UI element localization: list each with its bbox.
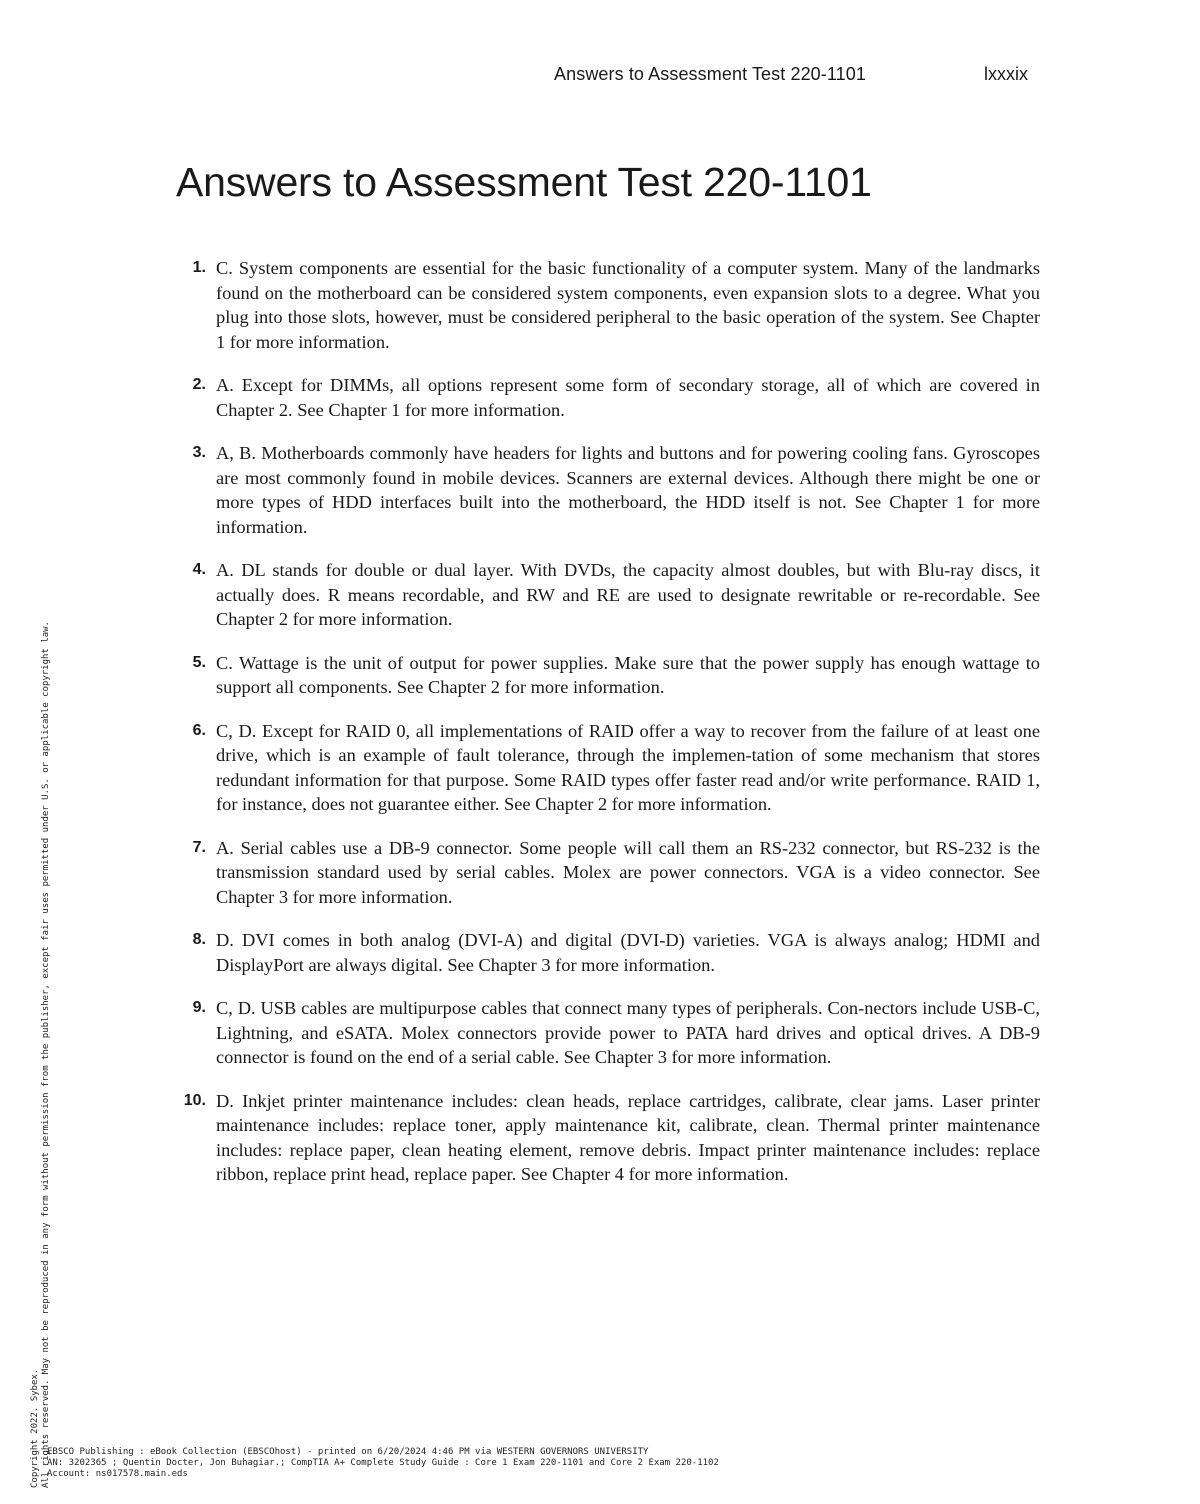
answer-item-2 — [170, 373, 1040, 422]
answer-text: C, D. USB cables are multipurpose cables that connect many types of peripherals. Con-nectors include USB-C, Lightning, and eSATA. Molex connectors provide power to PATA hard drives and optical drives. A DB-9 connector is found on the end of a serial cable. See Chapter 3 for more information. — [216, 998, 1040, 1067]
answer-item-4 — [170, 558, 1040, 632]
answer-number: 6. — [192, 721, 206, 739]
answer-text: C, D. Except for RAID 0, all implementations of RAID offer a way to recover from the failure of at least one drive, which is an example of fault tolerance, through the implemen-tation of some mechanism that stores redundant information for that purpose. Some RAID types offer faster read and/or write performance. RAID 1, for instance, does not guarantee either. See Chapter 2 for more information. — [216, 720, 1040, 814]
answer-item-1 — [170, 256, 1040, 354]
answer-list — [170, 256, 1040, 1206]
answer-text: A. Except for DIMMs, all options represent some form of secondary storage, all of which are covered in Chapter 2. See Chapter 1 for more information. — [216, 375, 1040, 420]
answer-text: D. DVI comes in both analog (DVI-A) and digital (DVI-D) varieties. VGA is always analog; HDMI and DisplayPort are always digital. See Chapter 3 for more information. — [216, 930, 1040, 975]
copyright-notice — [30, 621, 52, 1488]
answer-text: A. DL stands for double or dual layer. With DVDs, the capacity almost doubles, but with Blu-ray discs, it actually does. R means recordable, and RW and RE are used to designate rewritable or re-recordable. See Chapter 2 for more information. — [216, 560, 1040, 629]
answer-item-6 — [170, 719, 1040, 817]
answer-text: C. System components are essential for the basic functionality of a computer system. Many of the landmarks found on the motherboard can be considered system components, even expansion slots to a degree. What you plug into those slots, however, must be considered peripheral to the basic operation of the system. See Chapter 1 for more information. — [216, 258, 1040, 352]
footer-line-account: Account: ns017578.main.eds — [47, 1469, 188, 1479]
answer-number: 9. — [192, 999, 206, 1016]
answer-item-10 — [170, 1089, 1040, 1187]
answer-number: 4. — [192, 561, 206, 578]
answer-number: 10. — [183, 1091, 206, 1109]
answer-number: 2. — [192, 376, 206, 393]
answer-item-3 — [170, 441, 1040, 539]
rights-line: All rights reserved. May not be reproduced in any form without permission from the publisher, except fair uses permitted under U.S. or applicable copyright law. — [41, 621, 51, 1488]
page-number: lxxxix — [984, 64, 1028, 84]
answer-item-8 — [170, 928, 1040, 977]
copyright-line: Copyright 2022. Sybex. — [30, 1368, 40, 1488]
answer-number: 8. — [192, 931, 206, 948]
answer-number: 1. — [192, 259, 206, 276]
answer-item-7 — [170, 836, 1040, 910]
answer-number: 3. — [192, 444, 206, 461]
answer-number: 7. — [192, 838, 206, 856]
answer-text: C. Wattage is the unit of output for power supplies. Make sure that the power supply has enough wattage to support all components. See Chapter 2 for more information. — [216, 652, 1040, 697]
answer-text: A. Serial cables use a DB-9 connector. Some people will call them an RS-232 connector, but RS-232 is the transmission standard used by serial cables. Molex are power connectors. VGA is a video connector. See Chapter 3 for more information. — [216, 837, 1040, 907]
answer-item-5 — [170, 651, 1040, 700]
running-head-title: Answers to Assessment Test 220-1101 — [554, 64, 866, 84]
answer-text: A, B. Motherboards commonly have headers for lights and buttons and for powering cooling fans. Gyroscopes are most commonly found in mobile devices. Scanners are external devices. Although there might be one or more types of HDD interfaces built into the motherboard, the HDD itself is not. See Chapter 1 for more information. — [216, 443, 1040, 537]
footer-line-book: AN: 3202365 ; Quentin Docter, Jon Buhagiar.; CompTIA A+ Complete Study Guide : Core 1 Exam 220-1101 and Core 2 Exam 220-1102 — [47, 1458, 719, 1468]
footer-citation — [47, 1447, 719, 1480]
answer-text: D. Inkjet printer maintenance includes: clean heads, replace cartridges, calibrate, clear jams. Laser printer maintenance includes: replace toner, apply maintenance kit, calibrate, clean. Thermal printer maintenance includes: replace paper, clean heating element, remove debris. Impact printer maintenance includes: replace ribbon, replace print head, replace paper. See Chapter 4 for more information. — [216, 1090, 1040, 1184]
answer-item-9 — [170, 996, 1040, 1070]
footer-line-print: EBSCO Publishing : eBook Collection (EBSCOhost) - printed on 6/20/2024 4:46 PM via WESTERN GOVERNORS UNIVERSITY — [47, 1447, 649, 1457]
answer-number: 5. — [192, 653, 206, 671]
page-title: Answers to Assessment Test 220-1101 — [176, 159, 872, 205]
